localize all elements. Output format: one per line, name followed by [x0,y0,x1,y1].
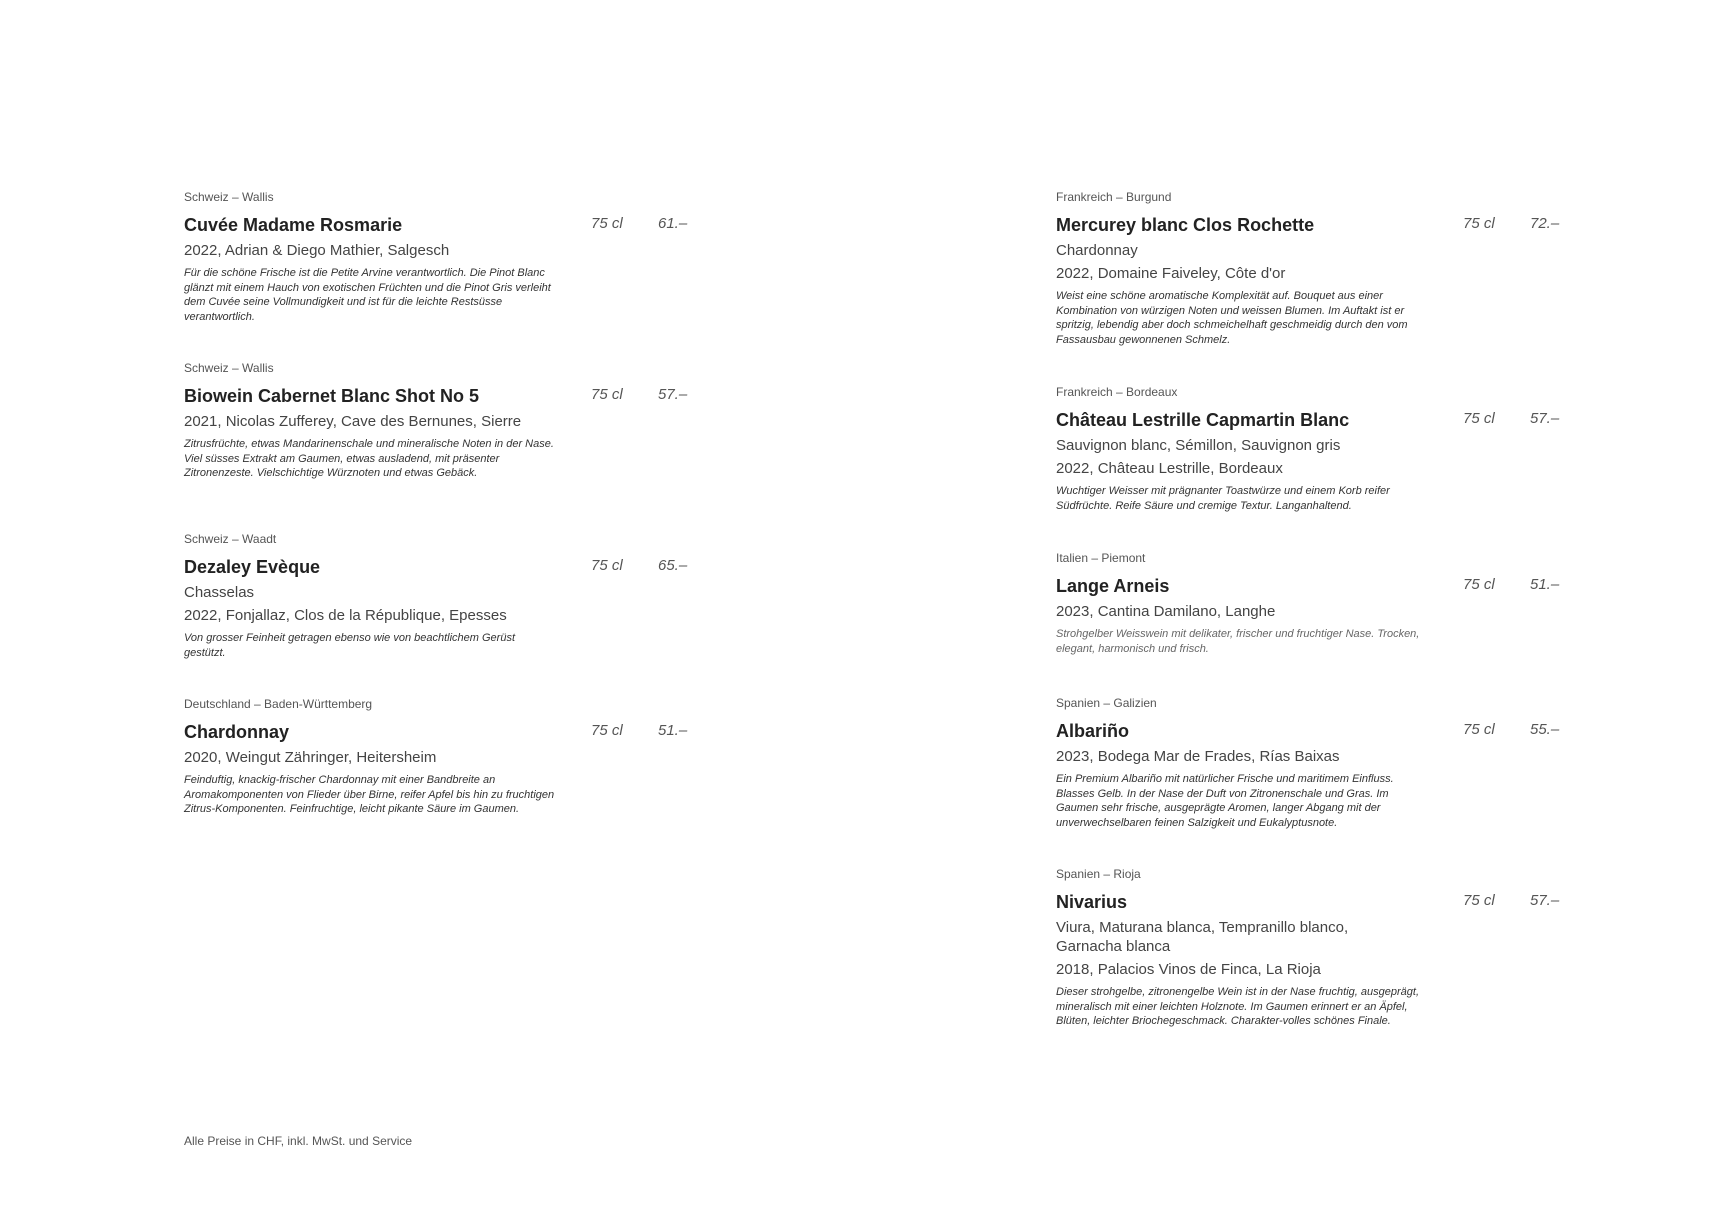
wine-producer: 2020, Weingut Zähringer, Heitersheim [184,749,437,766]
wine-name: Dezaley Evèque [184,557,321,577]
wine-producer: 2022, Adrian & Diego Mathier, Salgesch [184,242,450,259]
wine-producer: 2018, Palacios Vinos de Finca, La Rioja [1056,961,1321,978]
wine-entry [1056,867,1576,1029]
wine-description: Dieser strohgelbe, zitronengelbe Wein ist in der Nase fruchtig, ausgeprägt, mineralisch mit einer leichten Holznote. Im Gaumen erinnert er an Äpfel, Blüten, leichter Briochegeschmack. Charakter-volles schönes Finale. [1056,986,1419,1027]
wine-name: Lange Arneis [1056,576,1170,596]
wine-region: Italien – Piemont [1056,551,1146,565]
wine-name-row [184,213,704,237]
wine-name-row [1056,574,1576,598]
wine-description: Strohgelber Weisswein mit delikater, frischer und fruchtiger Nase. Trocken, elegant, harmonisch und frisch. [1056,628,1420,655]
wine-volume: 75 cl [591,215,623,232]
wine-producer: 2022, Fonjallaz, Clos de la République, Epesses [184,607,507,624]
wine-grape: Viura, Maturana blanca, Tempranillo blanco, Garnacha blanca [1056,919,1349,955]
wine-description: Für die schöne Frische ist die Petite Arvine verantwortlich. Die Pinot Blanc glänzt mit einem Hauch von exotischen Früchten und die Pinot Gris verleiht dem Cuvée seine Vollmundigkeit und ist für die leichte Restsüsse verantwortlich. [184,267,551,323]
wine-grape: Sauvignon blanc, Sémillon, Sauvignon gris [1056,437,1341,454]
wine-name-row [1056,213,1576,237]
wine-region: Frankreich – Bordeaux [1056,385,1178,399]
wine-name-row [184,555,704,579]
wine-name: Château Lestrille Capmartin Blanc [1056,410,1350,430]
wine-entry [1056,385,1576,513]
wine-producer: 2023, Bodega Mar de Frades, Rías Baixas [1056,748,1340,765]
wine-name-row [184,384,704,408]
wine-description: Weist eine schöne aromatische Komplexität auf. Bouquet aus einer Kombination von würzigen Noten und weissen Blumen. Im Auftakt ist er spritzig, lebendig aber doch schmeichelhaft geschmeidig durch den vom Fassausbau gewonnenen Schmelz. [1056,290,1408,346]
wine-description: Ein Premium Albariño mit natürlicher Frische und maritimem Einfluss. Blasses Gelb. In der Nase der Duft von Zitronenschale und Gras. Im Gaumen sehr frische, ausgeprägte Aromen, langer Abgang mit der unverwechselbaren feinen Salzigkeit und Eukalyptusnote. [1056,773,1394,829]
wine-name-row [1056,890,1576,914]
wine-entry [1056,190,1576,347]
wine-description: Wuchtiger Weisser mit prägnanter Toastwürze und einem Korb reifer Südfrüchte. Reife Säure und cremige Textur. Langanhaltend. [1056,485,1390,512]
wine-description: Feinduftig, knackig-frischer Chardonnay mit einer Bandbreite an Aromakomponenten von Flieder über Birne, reifer Apfel bis hin zu fruchtigen Zitrus-Komponenten. Feinfruchtige, leicht pikante Säure im Gaumen. [184,774,555,815]
wine-volume: 75 cl [1463,721,1495,738]
wine-entry [184,697,704,817]
wine-region: Spanien – Galizien [1056,696,1157,710]
wine-name: Biowein Cabernet Blanc Shot No 5 [184,386,480,406]
wine-entry [184,532,704,660]
wine-volume: 75 cl [1463,410,1495,427]
wine-volume: 75 cl [591,722,623,739]
wine-region: Schweiz – Waadt [184,532,277,546]
wine-price: 55.– [1530,721,1560,738]
wine-volume: 75 cl [591,557,623,574]
wine-grape: Chardonnay [1056,242,1138,259]
wine-producer: 2022, Domaine Faiveley, Côte d'or [1056,265,1286,282]
wine-producer: 2022, Château Lestrille, Bordeaux [1056,460,1283,477]
wine-name-row [1056,719,1576,743]
wine-price: 65.– [658,557,688,574]
wine-volume: 75 cl [1463,576,1495,593]
wine-region: Schweiz – Wallis [184,361,274,375]
price-footnote: Alle Preise in CHF, inkl. MwSt. und Service [184,1134,413,1148]
wine-name: Nivarius [1056,892,1128,912]
wine-volume: 75 cl [591,386,623,403]
wine-entry [184,361,704,481]
wine-price: 72.– [1530,215,1560,232]
wine-description: Zitrusfrüchte, etwas Mandarinenschale und mineralische Noten in der Nase. Viel süsses Extrakt am Gaumen, etwas ausladend, mit präsenter Zitronenzeste. Vielschichtige Würznoten und etwas Gebäck. [184,438,554,479]
wine-price: 61.– [658,215,688,232]
wine-entry [1056,696,1576,830]
wine-entry [1056,551,1576,656]
wine-name: Chardonnay [184,722,290,742]
wine-price: 57.– [658,386,688,403]
wine-name-row [184,720,704,744]
wine-name: Mercurey blanc Clos Rochette [1056,215,1315,235]
wine-region: Schweiz – Wallis [184,190,274,204]
wine-region: Deutschland – Baden-Württemberg [184,697,373,711]
wine-region: Spanien – Rioja [1056,867,1141,881]
wine-description: Von grosser Feinheit getragen ebenso wie von beachtlichem Gerüst gestützt. [184,632,516,659]
wine-name: Cuvée Madame Rosmarie [184,215,403,235]
wine-price: 57.– [1530,892,1560,909]
wine-price: 51.– [658,722,688,739]
wine-name-row [1056,408,1576,432]
wine-producer: 2021, Nicolas Zufferey, Cave des Bernunes, Sierre [184,413,522,430]
wine-price: 51.– [1530,576,1560,593]
wine-volume: 75 cl [1463,892,1495,909]
wine-entry [184,190,704,324]
wine-producer: 2023, Cantina Damilano, Langhe [1056,603,1276,620]
wine-volume: 75 cl [1463,215,1495,232]
wine-name: Albariño [1056,721,1130,741]
wine-price: 57.– [1530,410,1560,427]
wine-grape: Chasselas [184,584,255,601]
wine-region: Frankreich – Burgund [1056,190,1172,204]
